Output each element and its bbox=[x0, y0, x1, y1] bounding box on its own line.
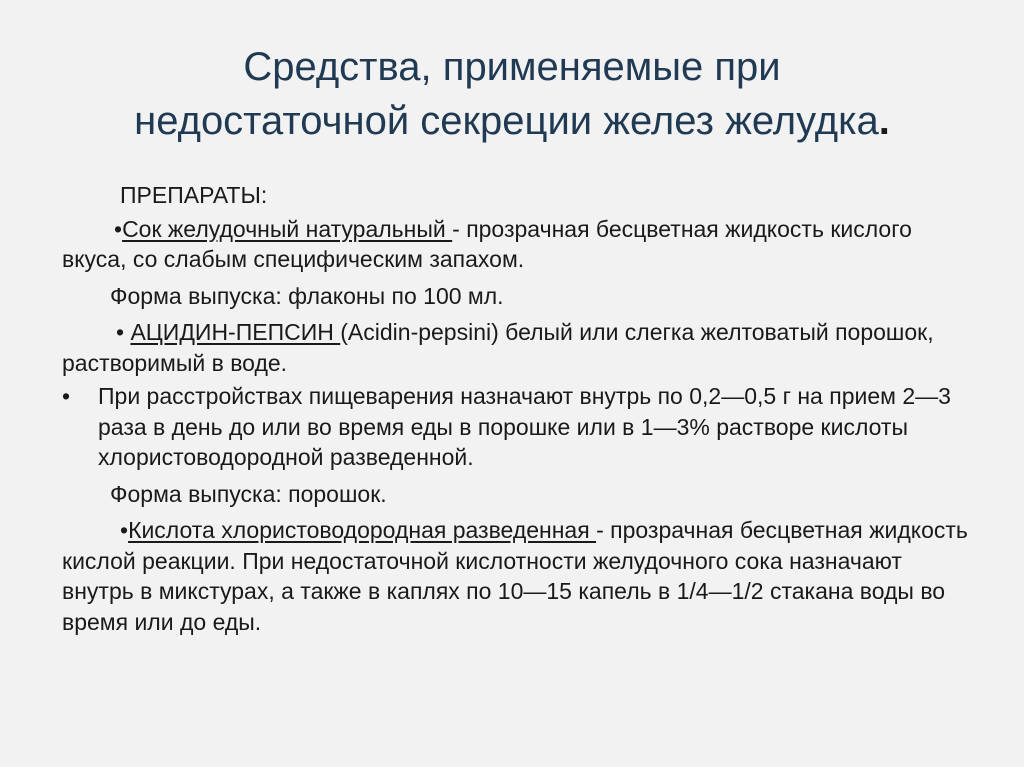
bullet-mark: • bbox=[120, 517, 129, 543]
item-dosage-text: При расстройствах пищеварения назначают внутрь по 0,2—0,5 г на прием 2—3 раза в день до или во время еды в порошке или в 1—3% растворе кислоты хлористоводородной разведенной. bbox=[98, 383, 951, 470]
slide-body bbox=[62, 180, 972, 637]
item-hydrochloric-acid-description: - прозрачная бесцветная жидкость кислой реакции. При недостаточной кислотности желудочного сока назначают внутрь в микстурах, а также в каплях по 10—15 капель в 1/4—1/2 стакана воды во время или до еды. bbox=[62, 517, 968, 635]
bullet-mark: • bbox=[116, 319, 131, 345]
item-acidin-pepsin-description: (Acidin-pepsini) белый или слегка желтоватый порошок, растворимый в воде. bbox=[62, 319, 934, 376]
title-line-2: недостаточной секреции желез желудка bbox=[134, 99, 879, 143]
preparations-heading: ПРЕПАРАТЫ: bbox=[120, 182, 268, 208]
bullet-mark: • bbox=[62, 383, 71, 409]
title-line-1: Средства, применяемые при bbox=[243, 45, 781, 89]
item-gastric-juice-name: Сок желудочный натуральный bbox=[122, 215, 453, 242]
item-acidin-pepsin-name: АЦИДИН-ПЕПСИН bbox=[130, 319, 341, 345]
release-form-powder: Форма выпуска: порошок. bbox=[110, 480, 387, 507]
slide-title bbox=[60, 40, 964, 148]
title-period: . bbox=[878, 99, 890, 143]
item-dosage bbox=[62, 381, 972, 473]
item-gastric-juice bbox=[62, 214, 972, 275]
item-gastric-juice-description: - прозрачная бесцветная жидкость кислого вкуса, со слабым специфическим запахом. bbox=[62, 215, 912, 272]
bullet-mark: • bbox=[114, 215, 123, 242]
item-hydrochloric-acid bbox=[62, 515, 972, 637]
item-hydrochloric-acid-name: Кислота хлористоводородная разведенная bbox=[128, 517, 597, 543]
item-acidin-pepsin bbox=[62, 317, 972, 378]
release-form-vials: Форма выпуска: флаконы по 100 мл. bbox=[110, 282, 504, 309]
